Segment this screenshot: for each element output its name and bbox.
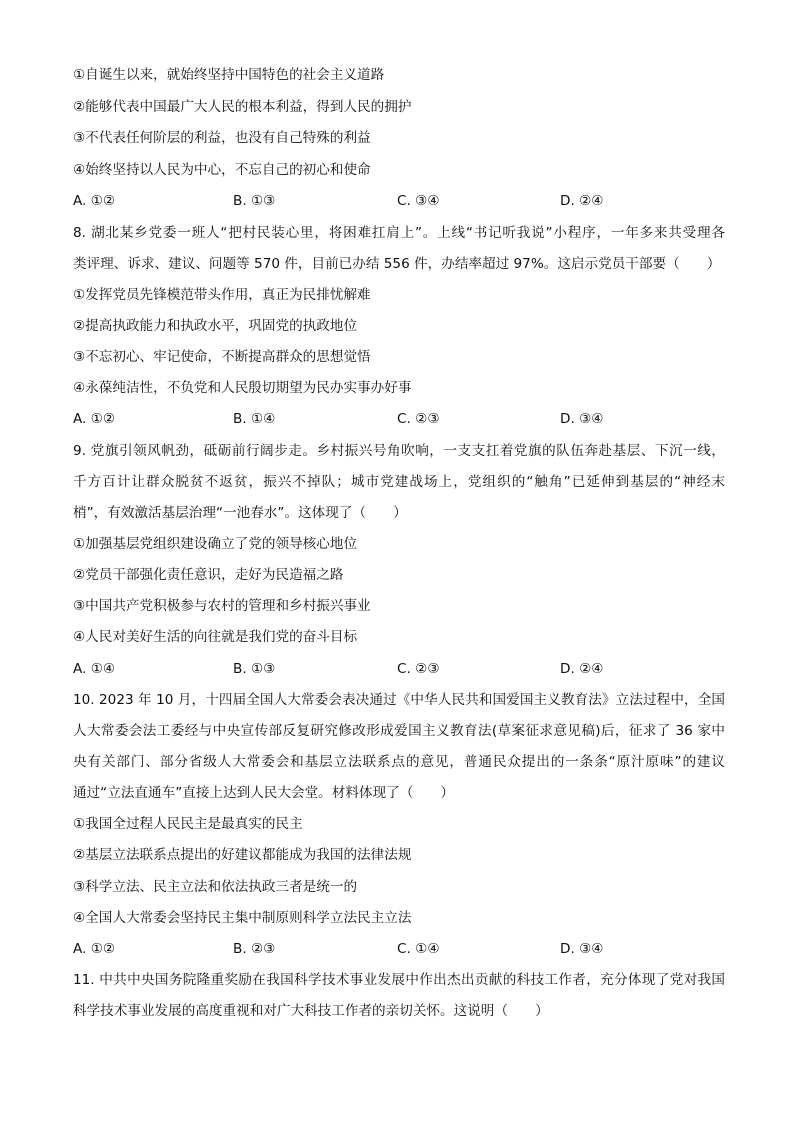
q8-stem-line-2: 类评理、诉求、建议、问题等 570 件，目前已办结 556 件，办结率超过 97%。这启示党员干部要（ ） bbox=[73, 256, 721, 272]
prev-options bbox=[73, 191, 725, 211]
q10-stem-line-3: 央有关部门、部分省级人大常委会和基层立法联系点的意见，普通民众提出的一条条“原汁原味”的建议 bbox=[73, 754, 725, 770]
q10-statement-1: ①我国全过程人民民主是最真实的民主 bbox=[73, 816, 303, 832]
prev-option-a: A. ①② bbox=[73, 193, 116, 209]
q9-statement-3: ③中国共产党积极参与农村的管理和乡村振兴事业 bbox=[73, 598, 371, 614]
q9-statement-4: ④人民对美好生活的向往就是我们党的奋斗目标 bbox=[73, 629, 358, 645]
q10-stem-line-1: 10. 2023 年 10 月，十四届全国人大常委会表决通过《中华人民共和国爱国主义教育法》立法过程中，全国 bbox=[73, 692, 725, 708]
prev-option-c: C. ③④ bbox=[397, 193, 440, 209]
q9-statement-2: ②党员干部强化责任意识，走好为民造福之路 bbox=[73, 567, 344, 583]
q8-statement-2: ②提高执政能力和执政水平，巩固党的执政地位 bbox=[73, 318, 358, 334]
prev-statement-4: ④始终坚持以人民为中心，不忘自己的初心和使命 bbox=[73, 162, 371, 178]
q11-stem-line-2: 科学技术事业发展的高度重视和对广大科技工作者的亲切关怀。这说明（ ） bbox=[73, 1003, 549, 1019]
q9-statement-1: ①加强基层党组织建设确立了党的领导核心地位 bbox=[73, 536, 358, 552]
q10-stem-line-2: 人大常委会法工委经与中央宣传部反复研究修改形成爱国主义教育法(草案征求意见稿)后，征求了 36 家中 bbox=[73, 723, 725, 739]
q8-stem-line-1: 8. 湖北某乡党委一班人“把村民装心里，将困难扛肩上”。上线“书记听我说”小程序，一年多来共受理各 bbox=[73, 225, 725, 241]
prev-statement-1: ①自诞生以来，就始终坚持中国特色的社会主义道路 bbox=[73, 67, 385, 83]
q8-statement-4: ④永葆纯洁性，不负党和人民殷切期望为民办实事办好事 bbox=[73, 380, 412, 396]
q8-option-a: A. ①② bbox=[73, 411, 116, 427]
q9-stem-line-2: 千方百计让群众脱贫不返贫，振兴不掉队；城市党建战场上，党组织的“触角”已延伸到基层的“神经末 bbox=[73, 474, 725, 490]
q8-statement-1: ①发挥党员先锋模范带头作用，真正为民排忧解难 bbox=[73, 287, 371, 303]
q8-option-d: D. ③④ bbox=[560, 411, 604, 427]
q8-statement-3: ③不忘初心、牢记使命，不断提高群众的思想觉悟 bbox=[73, 349, 371, 365]
q8-option-c: C. ②③ bbox=[397, 411, 440, 427]
q10-statement-2: ②基层立法联系点提出的好建议都能成为我国的法律法规 bbox=[73, 847, 412, 863]
prev-statement-2: ②能够代表中国最广大人民的根本利益，得到人民的拥护 bbox=[73, 99, 412, 115]
q10-stem-line-4: 通过“立法直通车”直接上达到人民大会堂。材料体现了（ ） bbox=[73, 785, 455, 801]
q10-statement-3: ③科学立法、民主立法和依法执政三者是统一的 bbox=[73, 879, 358, 895]
q8-options bbox=[73, 409, 725, 429]
q9-option-b: B. ①③ bbox=[233, 661, 276, 677]
prev-option-d: D. ②④ bbox=[560, 193, 604, 209]
q8-option-b: B. ①④ bbox=[233, 411, 276, 427]
q10-option-b: B. ②③ bbox=[233, 941, 276, 957]
q10-option-d: D. ③④ bbox=[560, 941, 604, 957]
q10-statement-4: ④全国人大常委会坚持民主集中制原则科学立法民主立法 bbox=[73, 910, 412, 926]
q10-option-c: C. ①④ bbox=[397, 941, 440, 957]
q9-options bbox=[73, 659, 725, 679]
q10-options bbox=[73, 939, 725, 959]
q9-stem-line-3: 梢”，有效激活基层治理“一池春水”。这体现了（ ） bbox=[73, 505, 407, 521]
prev-statement-3: ③不代表任何阶层的利益，也没有自己特殊的利益 bbox=[73, 130, 371, 146]
q11-stem-line-1: 11. 中共中央国务院隆重奖励在我国科学技术事业发展中作出杰出贡献的科技工作者，充分体现了党对我国 bbox=[73, 972, 725, 988]
q9-option-d: D. ②④ bbox=[560, 661, 604, 677]
q9-stem-line-1: 9. 党旗引领风帆劲，砥砺前行阔步走。乡村振兴号角吹响，一支支扛着党旗的队伍奔赴基层、下沉一线， bbox=[73, 443, 725, 459]
q9-option-a: A. ①④ bbox=[73, 661, 116, 677]
q10-option-a: A. ①② bbox=[73, 941, 116, 957]
prev-option-b: B. ①③ bbox=[233, 193, 276, 209]
q9-option-c: C. ②③ bbox=[397, 661, 440, 677]
